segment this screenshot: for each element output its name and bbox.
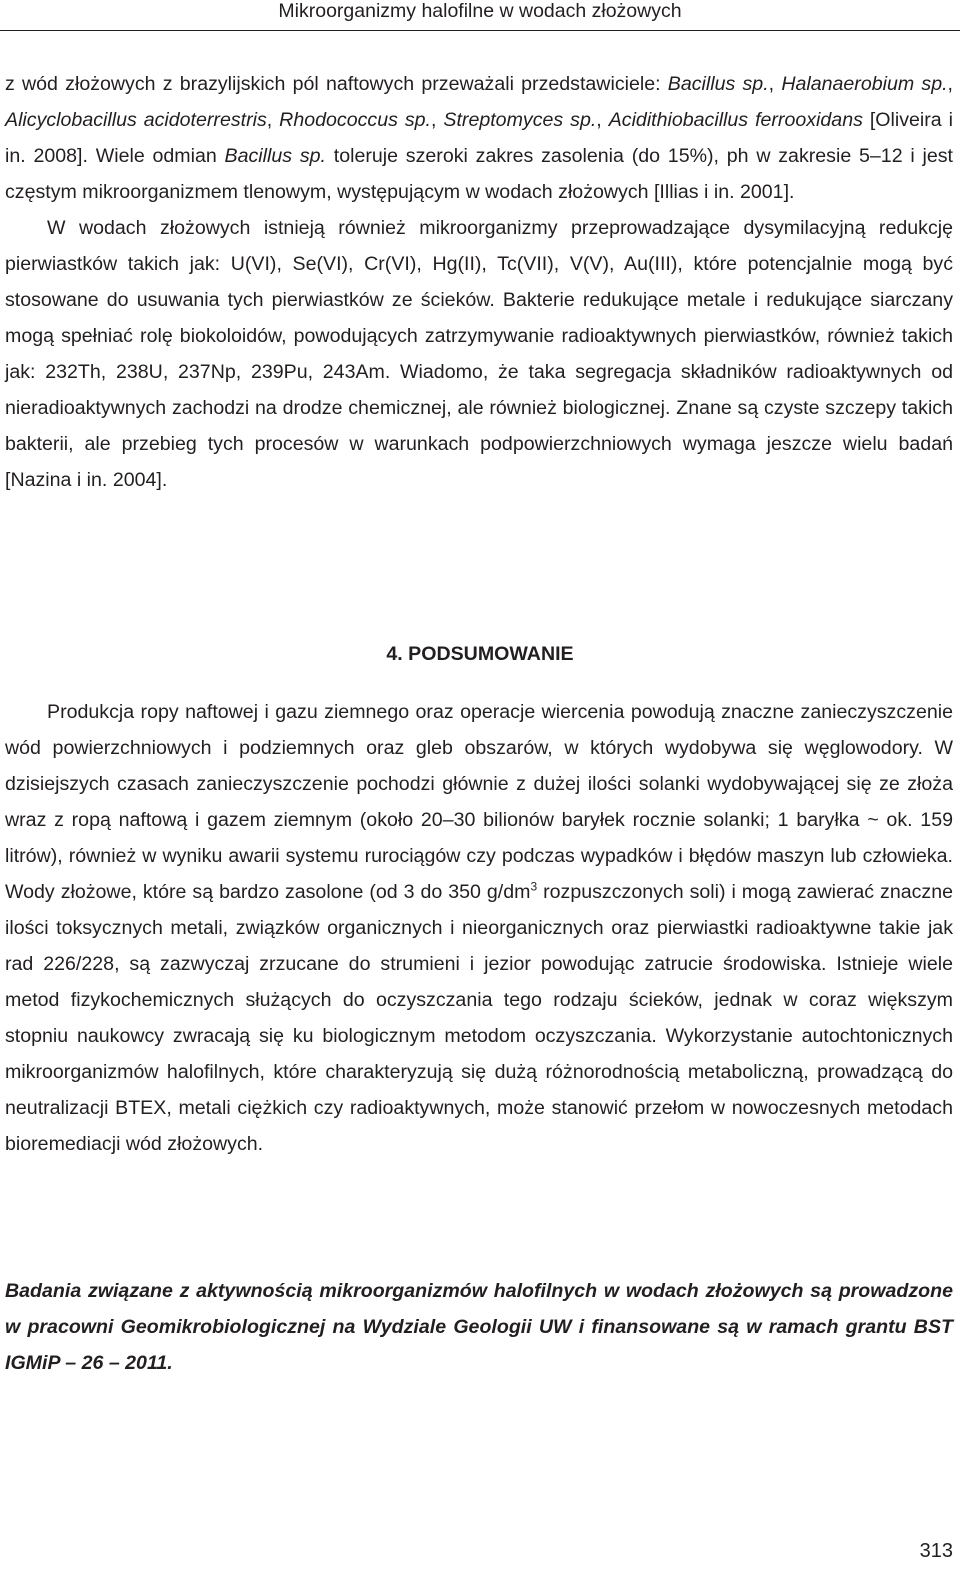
text-run: z wód złożowych z brazylijskich pól naftowych przeważali przedstawiciele:	[5, 73, 668, 95]
taxon-name: Acidithiobacillus ferrooxidans	[608, 109, 863, 131]
text-run: ,	[266, 109, 280, 131]
taxon-name: Rhodococcus sp.	[279, 109, 431, 131]
acknowledgement-note: Badania związane z aktywnością mikroorganizmów halofilnych w wodach złożowych są prowadzone w pracowni Geomikrobiologicznej na Wydziale Geologii UW i finansowane są w ramach grantu BST IGMiP – 26 – 2011.	[5, 1280, 953, 1374]
text-run: ,	[768, 73, 782, 95]
page-number: 313	[919, 1540, 953, 1562]
text-run: ,	[596, 109, 609, 131]
taxon-name: Bacillus sp.	[224, 145, 326, 167]
section-heading: 4. PODSUMOWANIE	[386, 643, 574, 665]
paragraph-summary	[5, 694, 953, 1162]
text-run: ,	[431, 109, 444, 131]
running-header	[0, 0, 960, 30]
text-run: Produkcja ropy naftowej i gazu ziemnego oraz operacje wiercenia powodują znaczne zanieczyszczenie wód powierzchniowych i podziemnych oraz gleb obszarów, w których wydobywa się węglowodory. W dzisiejszych czasach zanieczyszczenie pochodzi głównie z dużej ilości solanki wydobywającej się ze złoża wraz z ropą naftową i gazem ziemnym (około 20–30 bilionów baryłek rocznie solanki; 1 baryłka ~ ok. 159 litrów), również w wyniku awarii systemu rurociągów czy podczas wypadków i błędów maszyn lub człowieka. Wody złożowe, które są bardzo zasolone (od 3 do 350 g/dm	[5, 701, 953, 903]
body-section-summary	[5, 694, 953, 1162]
text-run: toleruje szeroki zakres zasolenia (do 15%), ph w zakresie 5–12 i jest częstym mikroorganizmem tlenowym, występującym w wodach złożowych [Illias i in. 2001].	[5, 145, 953, 203]
header-divider	[0, 30, 960, 31]
superscript: 3	[530, 879, 538, 894]
paragraph-bacillus	[5, 66, 953, 210]
taxon-name: Streptomyces sp.	[443, 109, 597, 131]
text-run: ,	[947, 73, 953, 95]
taxon-name: Bacillus sp.	[667, 73, 769, 95]
text-run: rozpuszczonych soli) i mogą zawierać znaczne ilości toksycznych metali, związków organicznych i nieorganicznych oraz pierwiastki radioaktywne takie jak rad 226/228, są zazwyczaj zrzucane do strumieni i jezior powodując zatrucie środowiska. Istnieje wiele metod fizykochemicznych służących do oczyszczania tego rodzaju ścieków, jednak w coraz większym stopniu naukowcy zwracają się ku biologicznym metodom oczyszczania. Wykorzystanie autochtonicznych mikroorganizmów halofilnych, które charakteryzują się dużą różnorodnością metaboliczną, prowadzącą do neutralizacji BTEX, metali ciężkich czy radioaktywnych, może stanowić przełom w nowoczesnych metodach bioremediacji wód złożowych.	[5, 881, 954, 1155]
taxon-name: Halanaerobium sp.	[781, 73, 948, 95]
running-title: Mikroorganizmy halofilne w wodach złożowych	[278, 0, 682, 22]
text-run: [Oliveira i in. 2008]. Wiele odmian	[5, 109, 954, 167]
taxon-name: Alicyclobacillus acidoterrestris	[5, 109, 267, 131]
paragraph-dissimilatory-reduction: W wodach złożowych istnieją również mikroorganizmy przeprowadzające dysymilacyjną redukcję pierwiastków takich jak: U(VI), Se(VI), Cr(VI), Hg(II), Tc(VII), V(V), Au(III), które potencjalnie mogą być stosowane do usuwania tych pierwiastków ze ścieków. Bakterie redukujące metale i redukujące siarczany mogą spełniać rolę biokoloidów, powodujących zatrzymywanie radioaktywnych pierwiastków, również takich jak: 232Th, 238U, 237Np, 239Pu, 243Am. Wiadomo, że taka segregacja składników radioaktywnych od nieradioaktywnych zachodzi na drodze chemicznej, ale również biologicznej. Znane są czyste szczepy takich bakterii, ale przebieg tych procesów w warunkach podpowierzchniowych wymaga jeszcze wielu badań [Nazina i in. 2004].	[5, 217, 953, 491]
body-section-top	[5, 66, 953, 498]
